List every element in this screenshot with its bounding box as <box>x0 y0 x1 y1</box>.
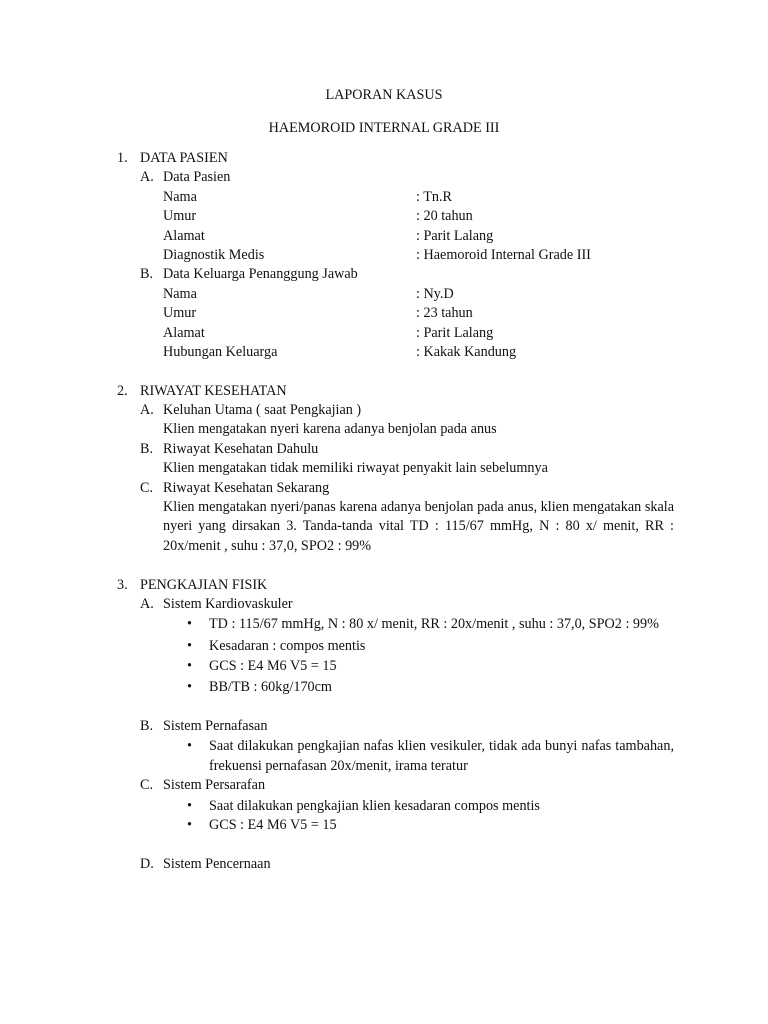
subsection-pencernaan <box>0 855 768 874</box>
field-label: Alamat <box>163 227 205 244</box>
paragraph: Klien mengatakan nyeri/panas karena adanya benjolan pada anus, klien mengatakan skala nyeri yang dirsakan 3. Tanda-tanda vital TD : 115/67 mmHg, N : 80 x/ menit, RR : 20x/menit , suhu : 37,0, SPO2 : 99% <box>163 499 674 554</box>
subsection-data-pasien <box>0 168 768 187</box>
bullet-item <box>187 615 674 634</box>
field-row <box>0 188 768 207</box>
section-number: 2. <box>117 382 128 399</box>
field-row <box>0 304 768 323</box>
subsection-heading: Sistem Pernafasan <box>163 718 268 735</box>
subsection-letter: C. <box>140 479 154 496</box>
subsection-riwayat-dahulu <box>0 440 768 459</box>
bullet-text: GCS : E4 M6 V5 = 15 <box>209 658 337 675</box>
subsection-persarafan <box>0 776 768 795</box>
field-label: Umur <box>163 305 197 322</box>
section-heading: RIWAYAT KESEHATAN <box>140 382 287 399</box>
field-row <box>0 207 768 226</box>
bullet-icon: • <box>187 637 192 654</box>
field-row <box>0 324 768 343</box>
section-number: 1. <box>117 150 128 166</box>
field-label: Nama <box>163 285 197 302</box>
spacer <box>0 835 768 855</box>
section-data-pasien <box>0 149 768 168</box>
field-label: Diagnostik Medis <box>163 246 265 263</box>
subsection-heading: Sistem Kardiovaskuler <box>163 596 293 613</box>
subsection-letter: D. <box>140 856 154 873</box>
document-title: LAPORAN KASUS <box>325 87 443 103</box>
field-label: Umur <box>163 208 197 225</box>
subsection-heading: Sistem Persarafan <box>163 777 266 794</box>
bullet-text: Kesadaran : compos mentis <box>209 637 366 654</box>
field-row <box>0 246 768 265</box>
section-heading: DATA PASIEN <box>140 150 228 166</box>
bullet-icon: • <box>187 817 192 834</box>
subsection-pernafasan <box>0 717 768 736</box>
subsection-heading: Keluhan Utama ( saat Pengkajian ) <box>163 402 362 419</box>
bullet-text: Saat dilakukan pengkajian klien kesadaran compos mentis <box>209 797 540 814</box>
subsection-heading: Sistem Pencernaan <box>163 856 271 873</box>
bullet-icon: • <box>187 738 192 755</box>
paragraph: Klien mengatakan tidak memiliki riwayat penyakit lain sebelumnya <box>163 460 548 477</box>
field-value: : 20 tahun <box>416 208 473 225</box>
field-value: : 23 tahun <box>416 305 473 322</box>
subsection-letter: A. <box>140 169 154 186</box>
bullet-item <box>187 816 674 835</box>
spacer <box>0 697 768 717</box>
bullet-text: TD : 115/67 mmHg, N : 80 x/ menit, RR : 20x/menit , suhu : 37,0, SPO2 : 99% <box>209 616 659 633</box>
field-value: : Ny.D <box>416 285 454 302</box>
bullet-text: GCS : E4 M6 V5 = 15 <box>209 817 337 834</box>
field-value: : Parit Lalang <box>416 324 494 341</box>
subsection-letter: B. <box>140 718 154 735</box>
subsection-letter: C. <box>140 777 154 794</box>
bullet-icon: • <box>187 658 192 675</box>
bullet-item <box>187 678 674 697</box>
subsection-heading: Data Pasien <box>163 169 231 186</box>
field-label: Alamat <box>163 324 205 341</box>
bullet-icon: • <box>187 797 192 814</box>
bullet-text: Saat dilakukan pengkajian nafas klien vesikuler, tidak ada bunyi nafas tambahan, frekuensi pernafasan 20x/menit, irama teratur <box>209 738 674 774</box>
bullet-item <box>187 737 674 776</box>
subsection-data-keluarga <box>0 265 768 284</box>
bullet-icon: • <box>187 616 192 633</box>
subsection-heading: Riwayat Kesehatan Dahulu <box>163 440 319 457</box>
section-riwayat-kesehatan <box>0 382 768 401</box>
subsection-letter: A. <box>140 596 154 613</box>
field-row <box>0 227 768 246</box>
spacer <box>0 362 768 381</box>
bullet-item <box>187 657 674 676</box>
spacer <box>0 556 768 575</box>
subsection-letter: B. <box>140 440 154 457</box>
subsection-keluhan-utama <box>0 401 768 420</box>
document-body <box>0 149 768 875</box>
bullet-text: BB/TB : 60kg/170cm <box>209 678 332 695</box>
field-value: : Kakak Kandung <box>416 343 517 360</box>
subsection-kardiovaskuler <box>0 595 768 614</box>
section-number: 3. <box>117 576 128 593</box>
subsection-riwayat-sekarang <box>0 479 768 498</box>
paragraph: Klien mengatakan nyeri karena adanya benjolan pada anus <box>163 421 497 438</box>
bullet-icon: • <box>187 678 192 695</box>
field-label: Nama <box>163 188 197 205</box>
field-value: : Tn.R <box>416 188 453 205</box>
subsection-letter: A. <box>140 402 154 419</box>
section-heading: PENGKAJIAN FISIK <box>140 576 268 593</box>
field-value: : Parit Lalang <box>416 227 494 244</box>
section-pengkajian-fisik <box>0 576 768 595</box>
field-value: : Haemoroid Internal Grade III <box>416 246 591 263</box>
bullet-item <box>187 637 674 656</box>
bullet-item <box>187 797 674 816</box>
field-row <box>0 343 768 362</box>
field-label: Hubungan Keluarga <box>163 343 278 360</box>
subsection-heading: Riwayat Kesehatan Sekarang <box>163 479 330 496</box>
subsection-letter: B. <box>140 266 154 283</box>
subsection-heading: Data Keluarga Penanggung Jawab <box>163 266 358 283</box>
document-subtitle: HAEMOROID INTERNAL GRADE III <box>268 120 500 136</box>
field-row <box>0 285 768 304</box>
